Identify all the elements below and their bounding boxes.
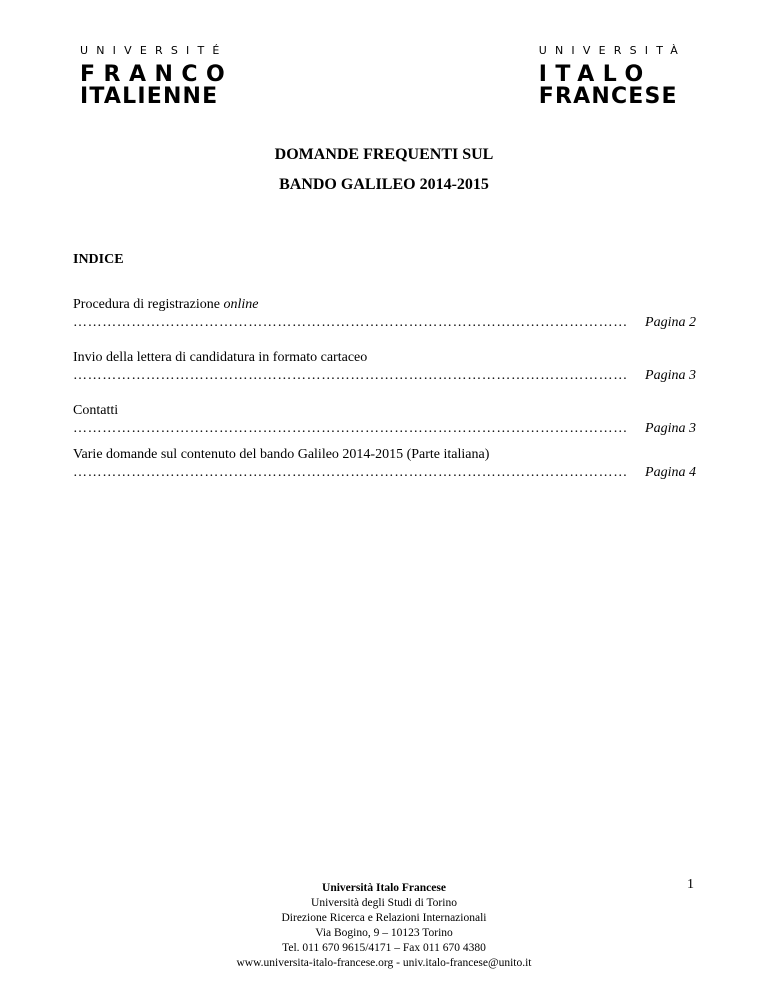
toc-page-ref: Pagina 4 <box>645 465 696 480</box>
toc-entry-label: Procedura di registrazione online <box>73 297 259 312</box>
logo-left-line2: ITALIENNE <box>80 84 219 109</box>
footer-institution-name: Università Italo Francese <box>322 882 446 894</box>
toc-page-ref: Pagina 2 <box>645 315 696 330</box>
toc-leader-dots: …………………………………………………………………………………………………… <box>73 421 628 436</box>
logo-right-line2: FRANCESE <box>538 84 678 109</box>
toc-entry-label: Invio della lettera di candidatura in formato cartaceo <box>73 350 368 365</box>
logo-right-top-text: UNIVERSITÀ <box>538 44 686 57</box>
logo-left-line1: FRANCO <box>80 62 234 87</box>
document-title-line1: DOMANDE FREQUENTI SUL <box>274 146 494 163</box>
page-footer <box>0 881 768 971</box>
footer-line: Università degli Studi di Torino <box>311 897 457 909</box>
toc-entry-label: Varie domande sul contenuto del bando Galileo 2014-2015 (Parte italiana) <box>73 447 490 462</box>
logo-left-top-text: UNIVERSITÉ <box>80 44 228 57</box>
logo-universite-franco-italienne <box>80 44 233 108</box>
toc-entry[interactable] <box>73 349 696 385</box>
toc-entry[interactable] <box>73 446 696 482</box>
footer-web-email: www.universita-italo-francese.org - univ.italo-francese@unito.it <box>236 957 532 969</box>
page-number: 1 <box>687 877 694 892</box>
toc-entry[interactable] <box>73 402 696 438</box>
index-heading: INDICE <box>73 252 124 267</box>
toc-entry-label-italic: online <box>223 297 259 312</box>
toc-leader-dots: …………………………………………………………………………………………………… <box>73 465 628 480</box>
toc-leader-dots: …………………………………………………………………………………………………… <box>73 315 628 330</box>
logo-right-line1: ITALO <box>538 62 652 87</box>
toc-page-ref: Pagina 3 <box>645 368 696 383</box>
document-title-line2: BANDO GALILEO 2014-2015 <box>279 176 489 193</box>
toc-entry[interactable] <box>73 296 696 332</box>
footer-line: Direzione Ricerca e Relazioni Internazionali <box>281 912 487 924</box>
toc-entry-label: Contatti <box>73 403 119 418</box>
toc-page-ref: Pagina 3 <box>645 421 696 436</box>
footer-address: Via Bogino, 9 – 10123 Torino <box>315 927 453 939</box>
logo-universita-italo-francese <box>539 44 686 108</box>
toc-leader-dots: …………………………………………………………………………………………………… <box>73 368 628 383</box>
footer-phone: Tel. 011 670 9615/4171 – Fax 011 670 4380 <box>282 942 486 954</box>
